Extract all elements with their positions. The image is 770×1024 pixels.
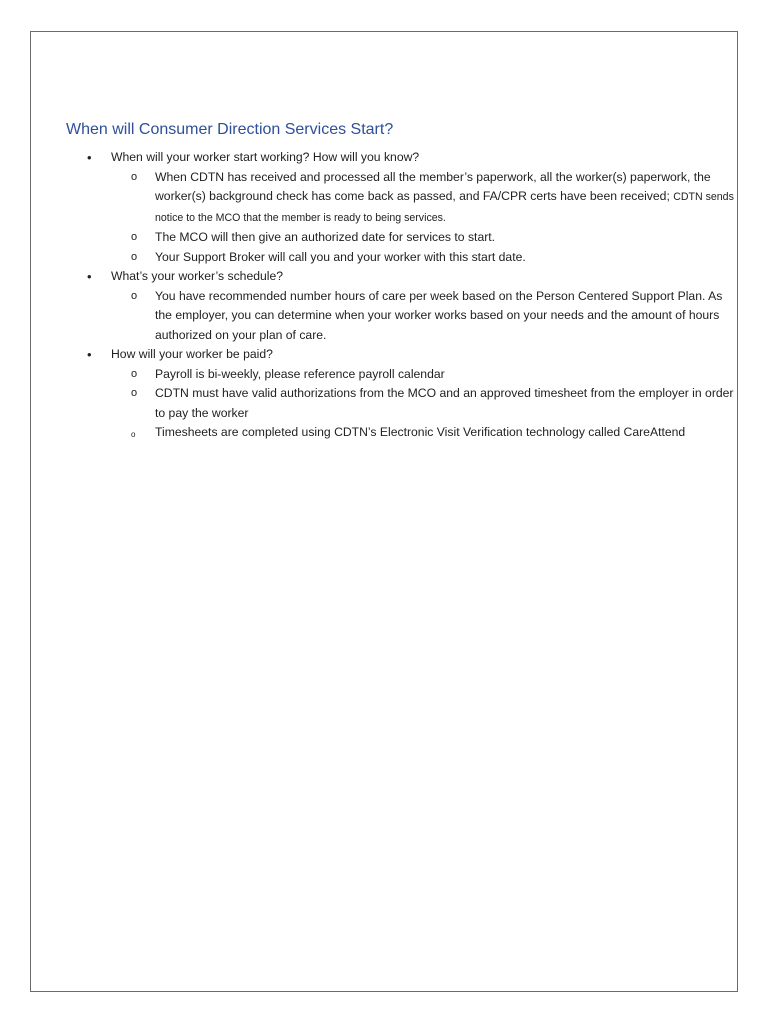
answer-text: Payroll is bi-weekly, please reference payroll calendar: [155, 366, 445, 381]
question-item: [66, 148, 734, 267]
answer-item: [111, 287, 734, 346]
answer-text: CDTN must have valid authorizations from the MCO and an approved timesheet from the employer in order to pay the worker: [155, 386, 734, 420]
question-item: [66, 345, 734, 443]
sub-bullet-icon: o: [131, 289, 138, 302]
answer-item: [111, 384, 734, 423]
answer-list: [111, 287, 734, 346]
answer-text: Timesheets are completed using CDTN’s Electronic Visit Verification technology called CareAttend: [155, 425, 686, 439]
answer-list: [111, 365, 734, 443]
page-heading: When will Consumer Direction Services Start?: [66, 121, 394, 138]
sub-bullet-icon: o: [131, 387, 138, 399]
sub-bullet-icon: o: [131, 367, 138, 380]
sub-bullet-icon: o: [131, 250, 138, 263]
bullet-icon: •: [87, 150, 92, 165]
bullet-icon: •: [87, 347, 92, 362]
document-body: [66, 148, 734, 443]
question-text: When will your worker start working? How will you know?: [111, 150, 420, 164]
sub-bullet-icon: o: [131, 430, 136, 439]
question-text: What’s your worker’s schedule?: [111, 269, 284, 283]
sub-bullet-icon: o: [131, 170, 138, 183]
answer-small-text: CDTN sends notice to the MCO that the member is ready to being services.: [155, 191, 734, 224]
answer-list: [111, 168, 734, 268]
answer-item: [111, 423, 734, 443]
bullet-icon: •: [87, 269, 92, 284]
sub-bullet-icon: o: [131, 231, 138, 243]
question-item: [66, 267, 734, 345]
answer-item: [111, 228, 734, 248]
question-list: [66, 148, 734, 443]
answer-item: [111, 365, 734, 385]
answer-item: [111, 248, 734, 268]
question-text: How will your worker be paid?: [111, 347, 273, 361]
answer-text: Your Support Broker will call you and your worker with this start date.: [155, 249, 526, 264]
answer-item: [111, 168, 734, 229]
answer-text: When CDTN has received and processed all the member’s paperwork, all the worker(s) paperwork, the worker(s) background check has come back as passed, and FA/CPR certs have been received;: [155, 169, 711, 203]
document-page: [30, 31, 738, 992]
answer-text: The MCO will then give an authorized date for services to start.: [155, 230, 496, 244]
answer-text: You have recommended number hours of care per week based on the Person Centered Support Plan. As the employer, you can determine when your worker works based on your needs and the amount of hours authorized on your plan of care.: [155, 288, 723, 342]
